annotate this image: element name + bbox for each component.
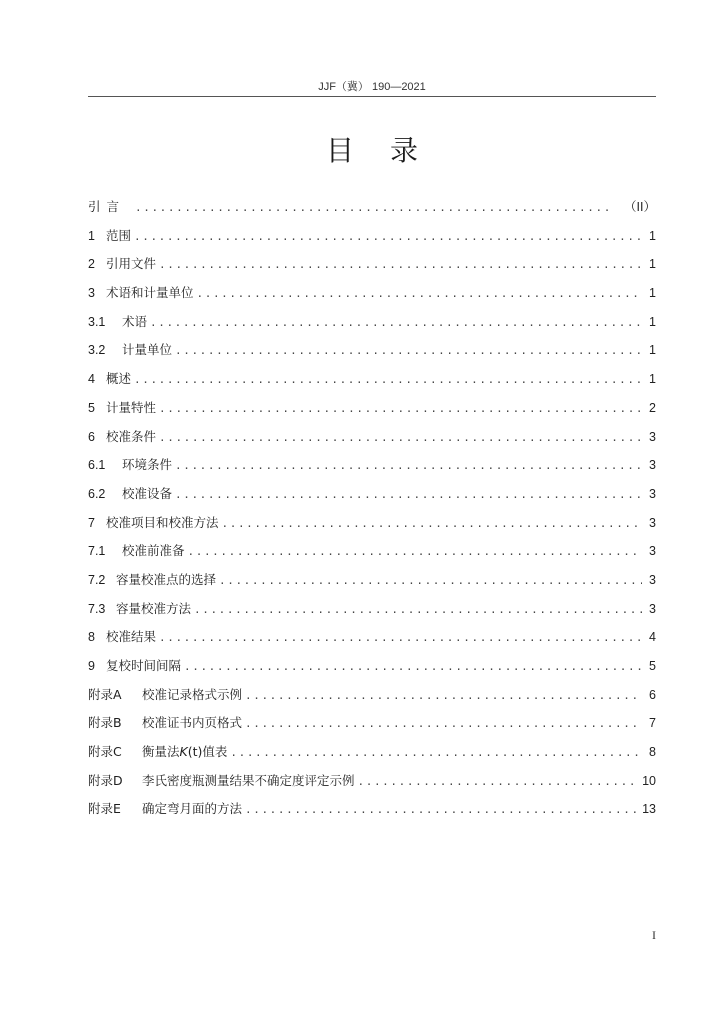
- toc-entry-title: 概述: [106, 371, 132, 387]
- toc-entry-title: 范围: [106, 227, 132, 243]
- toc-entry-3-2[interactable]: [88, 339, 656, 368]
- toc-page-number: 1: [649, 286, 656, 301]
- toc-section-number: 7.1: [88, 544, 106, 559]
- toc-section-number: 6: [88, 429, 95, 444]
- toc-page-number: 10: [642, 773, 656, 788]
- toc-page-number: 3: [649, 429, 656, 444]
- toc-dot-leader: [222, 513, 642, 535]
- toc-dot-leader: [219, 570, 642, 592]
- toc-entry-3-1[interactable]: [88, 311, 656, 340]
- toc-page-number: 1: [649, 228, 656, 243]
- toc-entry-label: [88, 483, 172, 505]
- toc-entry-title: 环境条件: [122, 457, 173, 473]
- toc-entry-title: 李氏密度瓶测量结果不确定度评定示例: [142, 772, 355, 788]
- toc-appendix-number: 附录C: [88, 744, 122, 760]
- toc-dot-leader: [134, 226, 642, 248]
- toc-dot-leader: [230, 742, 642, 764]
- toc-appendix-number: 附录A: [88, 686, 122, 702]
- toc-page-number: 3: [649, 544, 656, 559]
- toc-entry-title-suffix: (t)值表: [187, 744, 228, 760]
- toc-entry-label: [88, 655, 181, 677]
- toc-entry-label: [88, 282, 194, 304]
- toc-entry-8[interactable]: [88, 626, 656, 655]
- toc-section-number: 3.2: [88, 343, 106, 358]
- toc-section-number: 7.2: [88, 572, 106, 587]
- toc-entry-title: 复校时间间隔: [106, 658, 182, 673]
- toc-section-number: 9: [88, 659, 95, 673]
- toc-section-number: 7.3: [88, 601, 106, 616]
- toc-dot-leader: [159, 398, 642, 420]
- toc-entry-title: 校准项目和校准方法: [106, 514, 219, 530]
- toc-entry-title-italic: K: [179, 744, 188, 760]
- toc-page-number: 3: [649, 572, 656, 587]
- toc-section-number: 6.1: [88, 458, 106, 473]
- toc-entry-title-prefix: 衡量法: [142, 744, 180, 760]
- toc-entry-title: 引言: [88, 199, 126, 214]
- toc-entry-title: 引用文件: [106, 256, 157, 272]
- toc-entry-label: [88, 512, 219, 534]
- toc-dot-leader: [358, 771, 639, 793]
- toc-page-number: 4: [649, 630, 656, 645]
- toc-entry-6-1[interactable]: [88, 454, 656, 483]
- toc-entry-label: [88, 626, 156, 648]
- toc-entry-label: [88, 684, 242, 706]
- toc-entry-6-2[interactable]: [88, 483, 656, 512]
- toc-page-number: 1: [649, 372, 656, 387]
- toc-entry-label: [88, 311, 147, 333]
- toc-section-number: 1: [88, 228, 95, 243]
- toc-section-number: 6.2: [88, 486, 106, 501]
- toc-entry-label: [88, 368, 131, 390]
- toc-page-number: 1: [649, 343, 656, 358]
- page-title: 目录: [325, 134, 454, 167]
- toc-entry-label: [88, 540, 185, 562]
- toc-dot-leader: [159, 627, 642, 649]
- toc-section-number: 3: [88, 286, 95, 301]
- toc-entry-title: 确定弯月面的方法: [142, 801, 243, 817]
- toc-entry-title: 校准证书内页格式: [142, 715, 243, 731]
- toc-dot-leader: [194, 599, 642, 621]
- toc-entry-title: 容量校准点的选择: [116, 571, 217, 587]
- toc-page-number: 5: [649, 659, 656, 673]
- toc-entry-label: [88, 426, 156, 448]
- toc-entry-7-1[interactable]: [88, 540, 656, 569]
- toc-entry-appendix-e[interactable]: [88, 798, 656, 827]
- running-header: JJF（冀） 190—2021: [318, 81, 426, 93]
- toc-page-number: 2: [649, 400, 656, 415]
- toc-entry-1[interactable]: [88, 225, 656, 254]
- toc-entry-title: 计量特性: [106, 399, 157, 415]
- toc-page-number: 3: [649, 458, 656, 473]
- toc-dot-leader: [188, 541, 642, 563]
- toc-entry-label: [88, 569, 216, 591]
- toc-entry-7[interactable]: [88, 512, 656, 541]
- toc-entry-2[interactable]: [88, 253, 656, 282]
- toc-entry-title: 校准设备: [122, 485, 173, 501]
- toc-dot-leader: [175, 455, 642, 477]
- toc-page-number: （II）: [624, 200, 656, 214]
- toc-appendix-number: 附录E: [88, 801, 121, 817]
- toc-entry-label: [88, 712, 242, 734]
- toc-dot-leader: [245, 685, 642, 707]
- toc-dot-leader: [159, 254, 642, 276]
- toc-entry-appendix-a[interactable]: [88, 684, 656, 713]
- toc-dot-leader: [184, 656, 642, 678]
- toc-dot-leader: [135, 197, 610, 219]
- toc-section-number: 4: [88, 372, 95, 387]
- toc-entry-4[interactable]: [88, 368, 656, 397]
- toc-entry-5[interactable]: [88, 397, 656, 426]
- toc-dot-leader: [245, 713, 642, 735]
- toc-page-number: 3: [649, 486, 656, 501]
- toc-page-number: 8: [649, 745, 656, 760]
- toc-entry-label: [88, 598, 191, 620]
- toc-page-number: 6: [649, 687, 656, 702]
- toc-page-number: 3: [649, 601, 656, 616]
- toc-dot-leader: [159, 427, 642, 449]
- toc-entry-title: 容量校准方法: [116, 600, 192, 616]
- toc-entry-title: 计量单位: [122, 342, 173, 358]
- toc-entry-label: [88, 770, 355, 792]
- toc-dot-leader: [150, 312, 642, 334]
- toc-page-number: 3: [649, 515, 656, 530]
- toc-entry-6[interactable]: [88, 426, 656, 455]
- toc-dot-leader: [175, 484, 642, 506]
- toc-entry-title: 校准条件: [106, 428, 157, 444]
- page-number: I: [652, 928, 656, 942]
- toc-entry-label: [88, 454, 172, 476]
- toc-dot-leader: [245, 799, 638, 821]
- toc-entry-label: [88, 253, 156, 275]
- toc-dot-leader: [197, 283, 642, 305]
- table-of-contents: [88, 196, 656, 827]
- toc-entry-7-2[interactable]: [88, 569, 656, 598]
- toc-entry-title: 术语: [122, 313, 148, 329]
- toc-entry-7-3[interactable]: [88, 598, 656, 627]
- header-divider: [88, 96, 656, 97]
- toc-entry-label: [88, 741, 227, 763]
- toc-section-number: 8: [88, 630, 95, 645]
- toc-section-number: 7: [88, 515, 95, 530]
- toc-entry-3[interactable]: [88, 282, 656, 311]
- toc-entry-title: 术语和计量单位: [106, 285, 194, 301]
- toc-entry-introduction[interactable]: [88, 196, 656, 225]
- toc-entry-9[interactable]: [88, 655, 656, 684]
- toc-section-number: 3.1: [88, 314, 106, 329]
- toc-entry-title: 校准结果: [106, 629, 157, 645]
- toc-section-number: 2: [88, 257, 95, 272]
- toc-entry-label: [88, 798, 242, 820]
- toc-section-number: 5: [88, 400, 95, 415]
- toc-page-number: 1: [649, 257, 656, 272]
- toc-entry-label: [88, 339, 172, 361]
- toc-entry-title: 校准前准备: [122, 543, 185, 559]
- toc-page-number: 13: [642, 802, 656, 817]
- toc-entry-label: [88, 397, 156, 419]
- toc-appendix-number: 附录B: [88, 715, 122, 731]
- toc-page-number: 7: [649, 716, 656, 731]
- toc-entry-label: [88, 225, 131, 247]
- toc-entry-appendix-b[interactable]: [88, 712, 656, 741]
- toc-dot-leader: [175, 340, 642, 362]
- toc-dot-leader: [134, 369, 642, 391]
- toc-appendix-number: 附录D: [88, 772, 123, 788]
- toc-entry-title: 校准记录格式示例: [142, 686, 243, 702]
- toc-entry-appendix-d[interactable]: [88, 770, 656, 799]
- toc-page-number: 1: [649, 314, 656, 329]
- toc-entry-appendix-c[interactable]: [88, 741, 656, 770]
